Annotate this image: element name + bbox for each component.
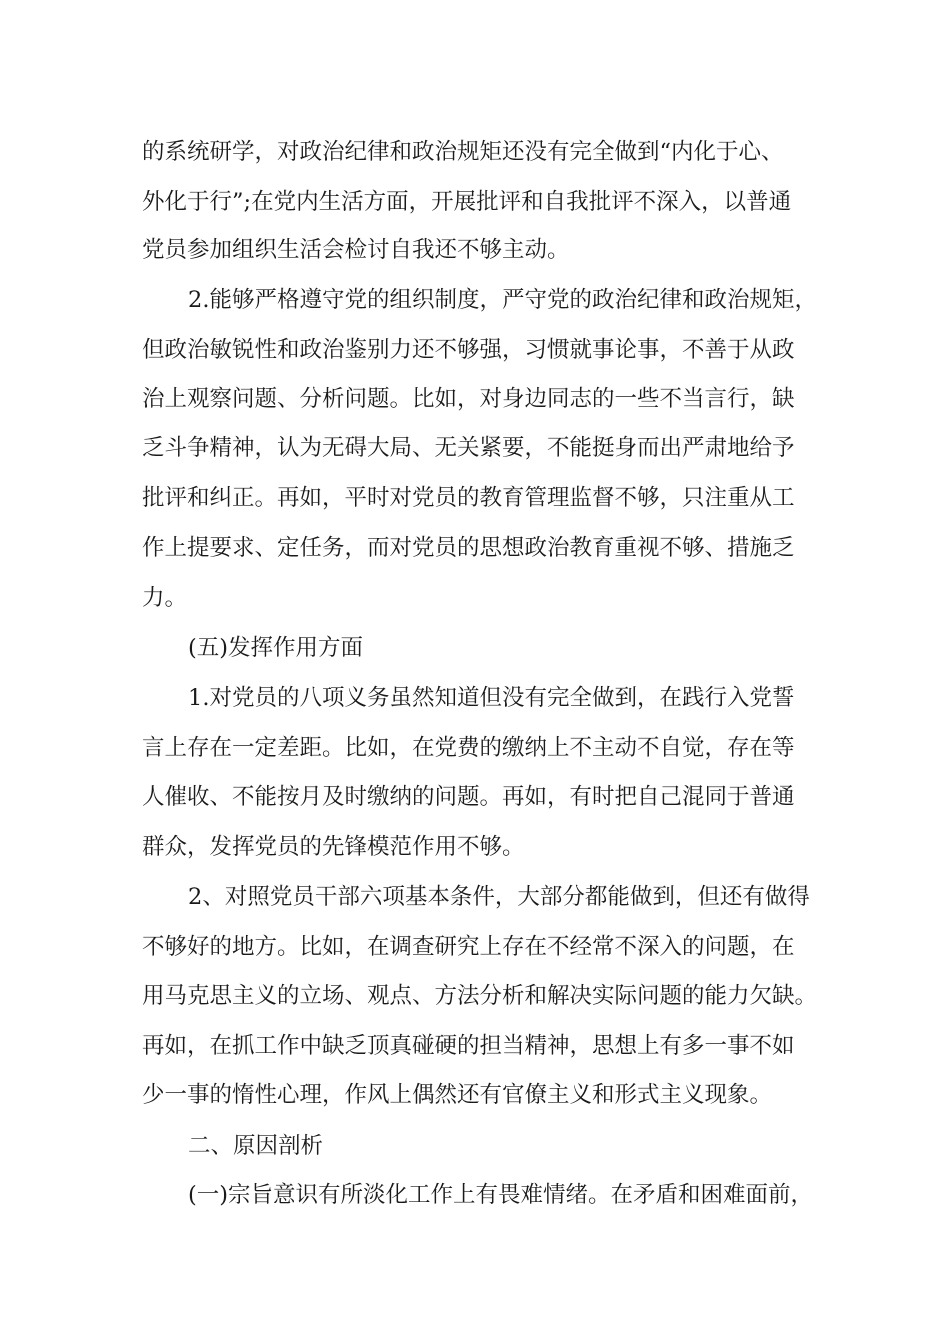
text-line: 作上提要求、定任务，而对党员的思想政治教育重视不够、措施乏 — [142, 535, 795, 561]
text-line: 言上存在一定差距。比如，在党费的缴纳上不主动不自觉，存在等 — [142, 735, 795, 761]
text-line: 力。 — [142, 585, 188, 611]
text-line: 乏斗争精神，认为无碍大局、无关紧要，不能挺身而出严肃地给予 — [142, 435, 795, 461]
text-line: 但政治敏锐性和政治鉴别力还不够强，习惯就事论事，不善于从政 — [142, 337, 795, 363]
section-heading: (五)发挥作用方面 — [188, 635, 364, 661]
text-line: 人催收、不能按月及时缴纳的问题。再如，有时把自己混同于普通 — [142, 784, 795, 810]
text-line: 2、对照党员干部六项基本条件，大部分都能做到，但还有做得 — [188, 884, 810, 910]
text-line: 少一事的惰性心理，作风上偶然还有官僚主义和形式主义现象。 — [142, 1082, 773, 1108]
text-line: 群众，发挥党员的先锋模范作用不够。 — [142, 834, 525, 860]
text-line: 用马克思主义的立场、观点、方法分析和解决实际问题的能力欠缺。 — [142, 983, 818, 1009]
text-line: 外化于行”;在党内生活方面，开展批评和自我批评不深入，以普通 — [142, 189, 792, 215]
text-line: 党员参加组织生活会检讨自我还不够主动。 — [142, 237, 570, 263]
text-line: 再如，在抓工作中缺乏顶真碰硬的担当精神，思想上有多一事不如 — [142, 1033, 795, 1059]
text-line: 2.能够严格遵守党的组织制度，严守党的政治纪律和政治规矩， — [188, 287, 817, 313]
section-heading: 二、原因剖析 — [188, 1133, 324, 1159]
text-line: 不够好的地方。比如，在调查研究上存在不经常不深入的问题，在 — [142, 934, 795, 960]
text-line: 1.对党员的八项义务虽然知道但没有完全做到，在践行入党誓 — [188, 685, 795, 711]
text-line: 治上观察问题、分析问题。比如，对身边同志的一些不当言行，缺 — [142, 386, 795, 412]
text-line: 的系统研学，对政治纪律和政治规矩还没有完全做到“内化于心、 — [142, 139, 784, 165]
text-line: (一)宗旨意识有所淡化工作上有畏难情绪。在矛盾和困难面前， — [188, 1182, 814, 1208]
text-line: 批评和纠正。再如，平时对党员的教育管理监督不够，只注重从工 — [142, 485, 795, 511]
